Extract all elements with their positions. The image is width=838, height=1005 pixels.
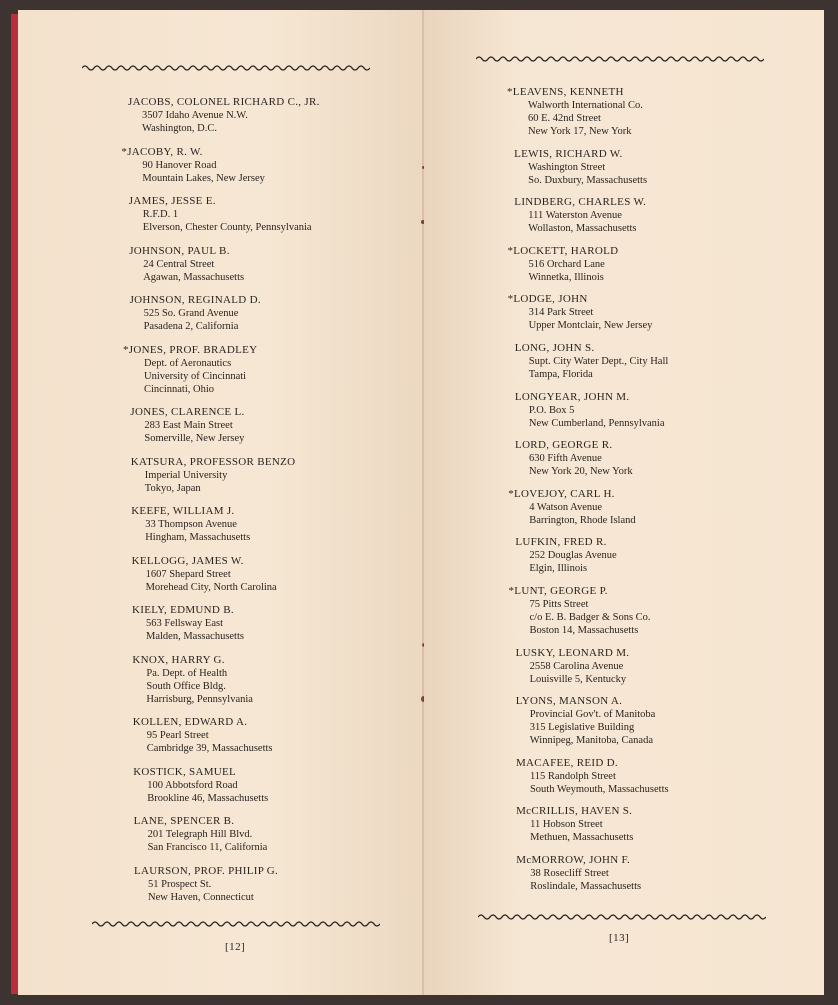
entry-address-line: Mountain Lakes, New Jersey — [142, 172, 265, 184]
directory-entry — [507, 86, 669, 138]
entry-address-line: Wollaston, Massachusetts — [528, 223, 637, 235]
entry-name: LINDBERG, CHARLES W. — [514, 196, 647, 209]
entry-name: KEEFE, WILLIAM J. — [131, 505, 235, 517]
entry-address-line: Tampa, Florida — [528, 368, 593, 380]
directory-entry — [132, 654, 319, 706]
entry-name: KIELY, EDMUND B. — [132, 604, 234, 616]
directory-entry — [507, 293, 669, 332]
entry-address-line: 252 Douglas Avenue — [529, 550, 617, 562]
entry-address-line: Barrington, Rhode Island — [529, 514, 636, 526]
entry-address-line: Supt. City Water Dept., City Hall — [528, 355, 669, 367]
directory-entry — [131, 456, 320, 495]
directory-entry — [128, 96, 320, 135]
entry-address-line: 516 Orchard Lane — [528, 258, 605, 270]
entry-address-line: South Weymouth, Massachusetts — [529, 783, 669, 795]
entry-address-line: Louisville 5, Kentucky — [529, 673, 627, 685]
directory-entry — [516, 647, 669, 686]
directory-entry — [134, 865, 320, 904]
entry-name: KOSTICK, SAMUEL — [133, 765, 237, 778]
entry-address-line: 1607 Shepard Street — [145, 568, 231, 580]
entry-address-line: San Francisco 11, California — [147, 842, 268, 853]
booklet-spread — [18, 10, 824, 995]
directory-entry — [130, 406, 319, 445]
entry-address-line: Hingham, Massachusetts — [145, 532, 251, 543]
entry-address-line: 283 East Main Street — [144, 420, 233, 431]
entry-name: JOHNSON, PAUL B. — [129, 244, 230, 257]
directory-entry — [129, 195, 320, 234]
entry-address-line: Upper Montclair, New Jersey — [528, 320, 653, 332]
directory-entry — [508, 584, 669, 637]
directory-entry — [516, 695, 669, 747]
bottom-ornamental-rule-right — [478, 913, 766, 921]
entry-address-line: Dept. of Aeronautics — [144, 357, 232, 369]
entry-name: McMORROW, JOHN F. — [516, 853, 631, 866]
directory-entry — [121, 145, 319, 185]
entry-address-line: South Office Bldg. — [146, 680, 226, 692]
entry-address-line: c/o E. B. Badger & Sons Co. — [529, 611, 651, 623]
entry-address-line: Tokyo, Japan — [144, 482, 201, 494]
directory-entry — [515, 439, 669, 478]
entry-name: *LOVEJOY, CARL H. — [508, 487, 615, 500]
directory-entry — [515, 536, 668, 575]
entry-address-line: 95 Pearl Street — [146, 730, 209, 741]
right-entry-list — [507, 86, 669, 893]
entry-address-line: Somerville, New Jersey — [144, 433, 245, 444]
entry-address-line: 201 Telegraph Hill Blvd. — [147, 829, 253, 840]
entry-name: KOLLEN, EDWARD A. — [132, 716, 248, 728]
directory-entry — [133, 716, 320, 755]
entry-address-line: Elverson, Chester County, Pennsylvania — [142, 222, 312, 233]
entry-address-line: 38 Rosecliff Street — [530, 867, 609, 879]
entry-address-line: Walworth International Co. — [528, 100, 643, 111]
entry-name: *LODGE, JOHN — [507, 293, 588, 306]
directory-entry — [508, 487, 668, 527]
entry-address-line: R.F.D. 1 — [142, 209, 179, 220]
entry-address-line: Winnipeg, Manitoba, Canada — [529, 735, 654, 747]
entry-address-line: New York 20, New York — [529, 466, 633, 478]
entry-address-line: Cambridge 39, Massachusetts — [146, 743, 273, 754]
entry-address-line: 24 Central Street — [143, 258, 215, 270]
entry-address-line: Morehead City, North Carolina — [145, 581, 277, 593]
entry-address-line: 33 Thompson Avenue — [145, 519, 237, 530]
directory-entry — [516, 757, 669, 796]
entry-name: MACAFEE, REID D. — [515, 756, 618, 769]
entry-address-line: Boston 14, Massachusetts — [529, 624, 639, 636]
entry-address-line: 100 Abbotsford Road — [147, 779, 238, 791]
entry-address-line: P.O. Box 5 — [528, 404, 575, 416]
left-entry-list — [121, 96, 320, 904]
entry-address-line: 11 Hobson Street — [530, 819, 603, 831]
entry-address-line: New York 17, New York — [528, 126, 632, 137]
entry-address-line: Pasadena 2, California — [143, 321, 239, 332]
top-ornamental-rule-left — [82, 64, 370, 72]
entry-address-line: Elgin, Illinois — [529, 563, 588, 575]
top-ornamental-rule-right — [476, 55, 764, 63]
entry-name: *JONES, PROF. BRADLEY — [123, 343, 258, 356]
entry-address-line: 90 Hanover Road — [142, 159, 217, 171]
entry-address-line: 111 Waterston Avenue — [528, 210, 622, 222]
entry-name: JONES, CLARENCE L. — [130, 406, 245, 418]
entry-name: LONG, JOHN S. — [514, 341, 595, 354]
entry-address-line: 525 So. Grand Avenue — [143, 308, 239, 319]
directory-entry — [507, 244, 668, 284]
page-number-left: [12] — [225, 941, 246, 953]
entry-address-line: 51 Prospect St. — [148, 878, 212, 890]
entry-address-line: Roslindale, Massachusetts — [530, 880, 642, 892]
entry-address-line: Malden, Massachusetts — [146, 631, 244, 642]
entry-name: *LOCKETT, HAROLD — [507, 244, 619, 257]
entry-address-line: 630 Fifth Avenue — [529, 453, 602, 465]
entry-name: *JACOBY, R. W. — [121, 145, 203, 158]
entry-address-line: Washington, D.C. — [142, 123, 217, 134]
entry-address-line: Provincial Gov't. of Manitoba — [529, 709, 656, 721]
directory-entry — [515, 391, 669, 430]
entry-address-line: Cincinnati, Ohio — [144, 383, 214, 395]
entry-address-line: Pa. Dept. of Health — [146, 667, 228, 679]
entry-name: JAMES, JESSE E. — [128, 195, 216, 207]
entry-address-line: 3507 Idaho Avenue N.W. — [142, 110, 248, 121]
entry-address-line: Harrisburg, Pennsylvania — [146, 693, 253, 705]
entry-name: LORD, GEORGE R. — [515, 439, 613, 452]
entry-address-line: Agawan, Massachusetts — [143, 271, 245, 283]
entry-name: KNOX, HARRY G. — [132, 653, 225, 666]
entry-address-line: 563 Fellsway East — [146, 618, 223, 629]
entry-name: LUSKY, LEONARD M. — [515, 646, 630, 659]
entry-name: LAURSON, PROF. PHILIP G. — [134, 864, 279, 877]
entry-address-line: Winnetka, Illinois — [528, 271, 604, 283]
entry-address-line: Brookline 46, Massachusetts — [147, 792, 269, 804]
directory-entry — [516, 854, 668, 893]
entry-address-line: 2558 Carolina Avenue — [529, 660, 624, 672]
entry-name: LANE, SPENCER B. — [133, 815, 235, 827]
entry-name: *LEAVENS, KENNETH — [507, 86, 624, 98]
directory-entry — [132, 555, 320, 594]
entry-address-line: New Cumberland, Pennsylvania — [528, 417, 665, 429]
entry-address-line: New Haven, Connecticut — [148, 891, 254, 903]
entry-name: JOHNSON, REGINALD D. — [129, 294, 261, 306]
entry-name: KELLOGG, JAMES W. — [131, 554, 244, 567]
entry-name: *LUNT, GEORGE P. — [508, 584, 608, 597]
entry-address-line: University of Cincinnati — [144, 370, 247, 382]
entry-address-line: 60 E. 42nd Street — [528, 113, 601, 124]
entry-address-line: 115 Randolph Street — [529, 770, 616, 782]
directory-entry — [131, 505, 319, 544]
directory-entry — [123, 343, 320, 396]
entry-name: LEWIS, RICHARD W. — [514, 147, 623, 160]
page-number-right: [13] — [609, 932, 630, 944]
entry-address-line: 75 Pitts Street — [529, 598, 589, 610]
entry-name: KATSURA, PROFESSOR BENZO — [130, 455, 296, 468]
entry-address-line: Methuen, Massachusetts — [530, 832, 634, 844]
directory-entry — [129, 245, 319, 284]
directory-entry — [515, 342, 669, 381]
entry-address-line: Imperial University — [144, 469, 228, 481]
directory-entry — [514, 196, 668, 235]
directory-entry — [133, 766, 319, 805]
entry-address-line: So. Duxbury, Massachusetts — [528, 174, 648, 186]
entry-address-line: 314 Park Street — [528, 307, 594, 319]
entry-name: McCRILLIS, HAVEN S. — [516, 805, 633, 818]
left-page — [18, 10, 424, 995]
directory-entry — [130, 294, 320, 333]
entry-address-line: Washington Street — [528, 161, 606, 173]
bottom-ornamental-rule-left — [92, 920, 380, 928]
directory-entry — [132, 604, 320, 643]
entry-name: LUFKIN, FRED R. — [515, 536, 607, 549]
entry-name: LYONS, MANSON A. — [515, 695, 623, 708]
directory-entry — [514, 148, 668, 187]
entry-address-line: 4 Watson Avenue — [529, 501, 603, 513]
directory-entry — [516, 805, 669, 844]
entry-name: LONGYEAR, JOHN M. — [514, 390, 630, 403]
directory-entry — [134, 815, 320, 854]
entry-name: JACOBS, COLONEL RICHARD C., JR. — [128, 96, 320, 108]
entry-address-line: 315 Legislative Building — [529, 722, 635, 734]
right-page — [424, 10, 824, 995]
